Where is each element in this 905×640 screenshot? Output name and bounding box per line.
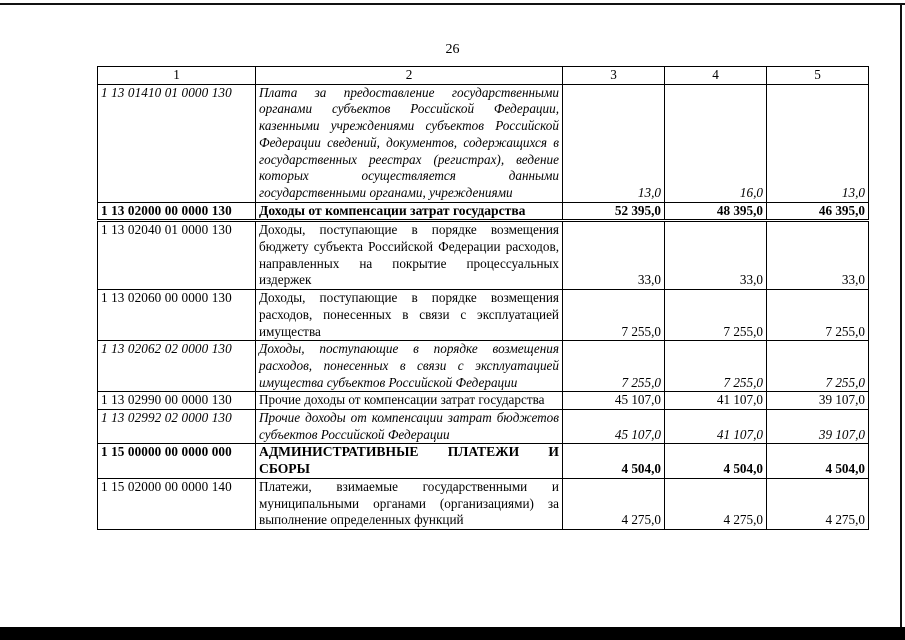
row-value-col4-cell: 41 107,0 <box>665 392 767 410</box>
header-col-1: 1 <box>98 67 256 85</box>
row-name-cell: Доходы, поступающие в порядке возмещения бюджету субъекта Российской Федерации расходов, направленных на покрытие процессуальных издержек <box>256 221 563 290</box>
row-value-col4-cell: 4 275,0 <box>665 478 767 529</box>
table-row <box>98 478 869 529</box>
scan-border-bottom <box>0 627 905 640</box>
table-row <box>98 392 869 410</box>
row-name-cell: Плата за предоставление государственными органами субъектов Российской Федерации, казенными учреждениями субъектов Российской Федерации сведений, документов, содержащихся в государственных реестрах (регистрах), ведение которых осуществляется данными государственными органами, учреждениями <box>256 84 563 202</box>
row-code-cell: 1 13 02990 00 0000 130 <box>98 392 256 410</box>
row-code-cell: 1 13 01410 01 0000 130 <box>98 84 256 202</box>
table-row <box>98 202 869 221</box>
row-value-col3-cell: 45 107,0 <box>563 410 665 444</box>
table-header-row <box>98 67 869 85</box>
row-name-cell: Доходы, поступающие в порядке возмещения расходов, понесенных в связи с эксплуатацией имущества субъектов Российской Федерации <box>256 341 563 392</box>
row-value-col5-cell: 4 275,0 <box>767 478 869 529</box>
table-row <box>98 444 869 478</box>
table-row <box>98 84 869 202</box>
row-value-col3-cell: 52 395,0 <box>563 202 665 221</box>
row-value-col4-cell: 33,0 <box>665 221 767 290</box>
row-value-col4-cell: 48 395,0 <box>665 202 767 221</box>
row-value-col5-cell: 7 255,0 <box>767 341 869 392</box>
row-value-col5-cell: 46 395,0 <box>767 202 869 221</box>
row-code-cell: 1 13 02000 00 0000 130 <box>98 202 256 221</box>
row-value-col3-cell: 7 255,0 <box>563 341 665 392</box>
row-code-cell: 1 13 02040 01 0000 130 <box>98 221 256 290</box>
row-value-col4-cell: 16,0 <box>665 84 767 202</box>
row-code-cell: 1 13 02060 00 0000 130 <box>98 290 256 341</box>
table-row <box>98 410 869 444</box>
row-value-col3-cell: 4 504,0 <box>563 444 665 478</box>
row-name-cell: Прочие доходы от компенсации затрат государства <box>256 392 563 410</box>
row-name-cell: Доходы, поступающие в порядке возмещения расходов, понесенных в связи с эксплуатацией имущества <box>256 290 563 341</box>
row-code-cell: 1 13 02062 02 0000 130 <box>98 341 256 392</box>
row-code-cell: 1 15 00000 00 0000 000 <box>98 444 256 478</box>
row-name-cell: АДМИНИСТРАТИВНЫЕ ПЛАТЕЖИ И СБОРЫ <box>256 444 563 478</box>
row-value-col5-cell: 13,0 <box>767 84 869 202</box>
row-value-col3-cell: 33,0 <box>563 221 665 290</box>
header-col-4: 4 <box>665 67 767 85</box>
row-value-col4-cell: 4 504,0 <box>665 444 767 478</box>
row-value-col5-cell: 33,0 <box>767 221 869 290</box>
row-value-col5-cell: 39 107,0 <box>767 392 869 410</box>
budget-table <box>97 66 869 530</box>
row-name-cell: Доходы от компенсации затрат государства <box>256 202 563 221</box>
row-code-cell: 1 15 02000 00 0000 140 <box>98 478 256 529</box>
row-value-col3-cell: 7 255,0 <box>563 290 665 341</box>
row-value-col4-cell: 7 255,0 <box>665 290 767 341</box>
row-value-col3-cell: 45 107,0 <box>563 392 665 410</box>
row-value-col5-cell: 4 504,0 <box>767 444 869 478</box>
header-col-3: 3 <box>563 67 665 85</box>
row-value-col3-cell: 13,0 <box>563 84 665 202</box>
row-value-col4-cell: 7 255,0 <box>665 341 767 392</box>
scan-border-top <box>0 3 905 5</box>
table-row <box>98 221 869 290</box>
header-col-5: 5 <box>767 67 869 85</box>
table-row <box>98 290 869 341</box>
row-value-col4-cell: 41 107,0 <box>665 410 767 444</box>
page-number: 26 <box>445 42 460 57</box>
table-row <box>98 341 869 392</box>
row-value-col5-cell: 39 107,0 <box>767 410 869 444</box>
scan-border-right <box>900 3 902 631</box>
row-value-col5-cell: 7 255,0 <box>767 290 869 341</box>
row-code-cell: 1 13 02992 02 0000 130 <box>98 410 256 444</box>
header-col-2: 2 <box>256 67 563 85</box>
row-name-cell: Платежи, взимаемые государственными и муниципальными органами (организациями) за выполнение определенных функций <box>256 478 563 529</box>
row-value-col3-cell: 4 275,0 <box>563 478 665 529</box>
row-name-cell: Прочие доходы от компенсации затрат бюджетов субъектов Российской Федерации <box>256 410 563 444</box>
